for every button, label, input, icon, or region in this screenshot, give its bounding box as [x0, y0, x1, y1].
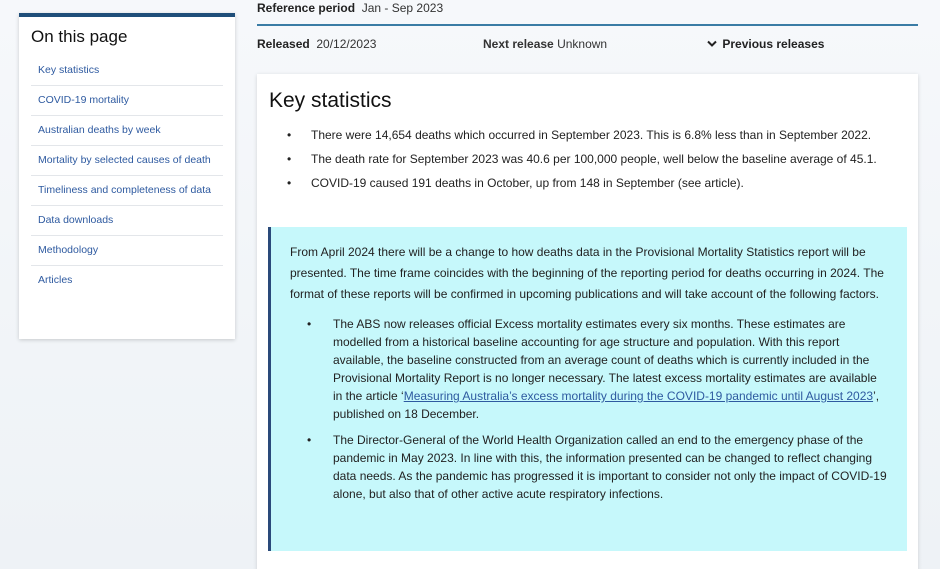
- sidebar-title: On this page: [31, 27, 128, 46]
- sidebar-item-data-downloads[interactable]: Data downloads: [31, 206, 223, 236]
- key-statistics-card: [257, 74, 918, 569]
- sidebar-item-deaths-by-week[interactable]: Australian deaths by week: [31, 116, 223, 146]
- reference-period: [257, 1, 443, 15]
- sidebar-item-selected-causes[interactable]: Mortality by selected causes of death: [31, 146, 223, 176]
- list-item: • There were 14,654 deaths which occurred in September 2023. This is 6.8% less than in September 2022.: [287, 127, 907, 143]
- sidebar-nav-list: [31, 56, 223, 295]
- list-item: [290, 315, 889, 423]
- reference-period-value: Jan - Sep 2023: [361, 1, 444, 15]
- sidebar-item-timeliness[interactable]: Timeliness and completeness of data: [31, 176, 223, 206]
- previous-releases-label: Previous releases: [722, 37, 825, 51]
- released-label: Released: [257, 37, 310, 51]
- notice-list: [290, 315, 889, 503]
- list-item: • COVID-19 caused 191 deaths in October, up from 148 in September (see article).: [287, 175, 907, 191]
- chevron-down-icon: [707, 37, 719, 51]
- sidebar-item-covid-mortality[interactable]: COVID-19 mortality: [31, 86, 223, 116]
- on-this-page-sidebar: [19, 13, 235, 339]
- notice-item1-after: ’, published on 18 December.: [333, 389, 880, 421]
- key-statistics-list: [287, 127, 907, 199]
- next-release-label: Next release: [483, 37, 554, 51]
- notice-item1-text: The ABS now releases official Excess mortality estimates every six months. These estimates are modelled from a historical baseline accounting for age structure and population. With this report available, the baseline constructed from an average count of deaths which is currently included in the Provisional Mortality Report is no longer necessary. The latest excess mortality estimates are available in the article ‘: [333, 317, 877, 403]
- sidebar-item-methodology[interactable]: Methodology: [31, 236, 223, 266]
- header-divider: [257, 24, 918, 26]
- sidebar-item-key-statistics[interactable]: Key statistics: [31, 56, 223, 86]
- excess-mortality-article-link[interactable]: Measuring Australia’s excess mortality during the COVID-19 pandemic until August 2023: [403, 389, 874, 403]
- next-release: [483, 37, 607, 51]
- change-notice-box: [268, 227, 907, 551]
- released-value: 20/12/2023: [316, 37, 377, 51]
- sidebar-item-articles[interactable]: Articles: [38, 274, 73, 286]
- page-title: Key statistics: [269, 89, 392, 112]
- previous-releases-toggle[interactable]: [707, 37, 824, 51]
- release-date: [257, 37, 376, 51]
- reference-period-label: Reference period: [257, 1, 356, 15]
- notice-intro: From April 2024 there will be a change to how deaths data in the Provisional Mortality Statistics report will be presented. The time frame coincides with the beginning of the reporting period for deaths occurring in 2024. The format of these reports will be confirmed in upcoming publications and will take account of the following factors.: [290, 245, 884, 301]
- next-release-value: Unknown: [557, 37, 608, 51]
- list-item: • The Director-General of the World Health Organization called an end to the emergency phase of the pandemic in May 2023. In line with this, the information presented can be changed to reflect changing data needs. As the pandemic has progressed it is important to consider not only the impact of COVID-19 alone, but also that of other active acute respiratory infections.: [290, 431, 889, 503]
- list-item: • The death rate for September 2023 was 40.6 per 100,000 people, well below the baseline average of 45.1.: [287, 151, 907, 167]
